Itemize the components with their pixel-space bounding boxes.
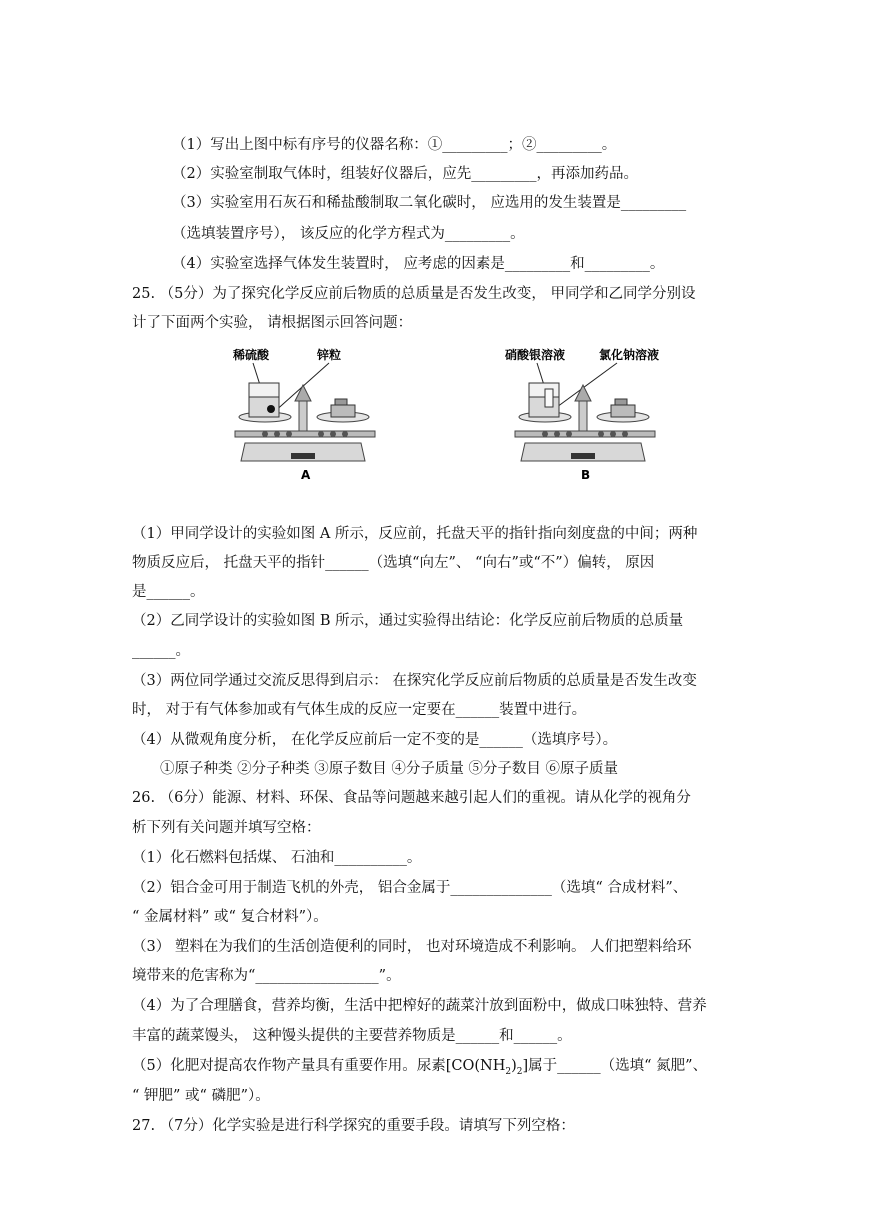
figure-b-label-silver-nitrate: 硝酸银溶液 <box>505 348 566 362</box>
q25-intro-line1: 25. （5分）为了探究化学反应前后物质的总质量是否发生改变， 甲同学和乙同学分别设 <box>132 286 696 302</box>
q25-part2-line1: （2）乙同学设计的实验如图 B 所示，通过实验得出结论：化学反应前后物质的总质量 <box>132 613 684 629</box>
subscript: 2 <box>505 1066 512 1077</box>
figure-b-label-sodium-chloride: 氯化钠溶液 <box>599 348 660 362</box>
q26-intro-line2: 析下列有关问题并填写空格： <box>132 820 321 836</box>
figure-a-label-sulfuric-acid: 稀硫酸 <box>233 348 270 362</box>
figure-a-caption: A <box>301 468 311 482</box>
q25-part1-line3: 是______。 <box>132 584 205 600</box>
q25-part3-line2: 时， 对于有气体参加或有气体生成的反应一定要在______装置中进行。 <box>132 702 587 718</box>
figure-b-balance <box>505 345 685 483</box>
q26-part5-end: ]属于______（选填“ 氮肥”、 <box>522 1058 708 1074</box>
q26-part5-paren: ) <box>511 1058 517 1074</box>
q26-part1: （1）化石燃料包括煤、 石油和__________。 <box>132 850 422 866</box>
q26-part3-line2: 境带来的危害称为“_________________”。 <box>132 968 401 984</box>
q24-part3-line2: （选填装置序号）， 该反应的化学方程式为_________。 <box>172 226 525 242</box>
q26-part5-line2: “ 钾肥” 或“ 磷肥”）。 <box>132 1088 270 1104</box>
q26-part2-line2: “ 金属材料” 或“ 复合材料”）。 <box>132 909 328 925</box>
q24-part4: （4）实验室选择气体发生装置时， 应考虑的因素是_________和_________。 <box>172 256 665 272</box>
q24-part2: （2）实验室制取气体时，组装好仪器后，应先_________，再添加药品。 <box>172 166 638 182</box>
q24-part3-line1: （3）实验室用石灰石和稀盐酸制取二氧化碳时， 应选用的发生装置是_________ <box>172 195 687 211</box>
q25-part3-line1: （3）两位同学通过交流反思得到启示： 在探究化学反应前后物质的总质量是否发生改变 <box>132 673 697 689</box>
figure-a-label-zinc: 锌粒 <box>317 348 342 362</box>
q26-part3-line1: （3） 塑料在为我们的生活创造便利的同时， 也对环境造成不利影响。 人们把塑料给环 <box>132 939 692 955</box>
q24-part1: （1）写出上图中标有序号的仪器名称：①_________；②_________。 <box>172 137 617 153</box>
q25-part1-line2: 物质反应后， 托盘天平的指针______（选填“向左”、 “向右”或“不”）偏转， 原因 <box>132 555 655 571</box>
q25-part4-options: ①原子种类 ②分子种类 ③原子数目 ④分子质量 ⑤分子数目 ⑥原子质量 <box>160 761 619 777</box>
q26-part5-text: （5）化肥对提高农作物产量具有重要作用。尿素[CO(NH <box>132 1058 506 1074</box>
q25-part1-line1: （1）甲同学设计的实验如图 A 所示，反应前，托盘天平的指针指向刻度盘的中间；两种 <box>132 526 698 542</box>
q25-part4-line1: （4）从微观角度分析， 在化学反应前后一定不变的是______（选填序号）。 <box>132 732 618 748</box>
q25-intro-line2: 计了下面两个实验， 请根据图示回答问题： <box>132 315 413 331</box>
q25-part2-line2: ______。 <box>132 643 190 659</box>
subscript: 2 <box>516 1066 523 1077</box>
q26-part5-line1 <box>132 1056 707 1082</box>
q27-intro: 27. （7分）化学实验是进行科学探究的重要手段。请填写下列空格： <box>132 1118 575 1134</box>
q26-part4-line2: 丰富的蔬菜馒头， 这种馒头提供的主要营养物质是______和______。 <box>132 1028 572 1044</box>
figure-b-caption: B <box>581 468 591 482</box>
figure-a-balance <box>225 345 385 483</box>
q26-intro-line1: 26. （6分）能源、材料、环保、食品等问题越来越引起人们的重视。请从化学的视角分 <box>132 790 691 806</box>
q26-part4-line1: （4）为了合理膳食，营养均衡，生活中把榨好的蔬菜汁放到面粉中，做成口味独特、营养 <box>132 998 707 1014</box>
q26-part2-line1: （2）铝合金可用于制造飞机的外壳， 铝合金属于______________（选填“ 合成材料”、 <box>132 880 688 896</box>
